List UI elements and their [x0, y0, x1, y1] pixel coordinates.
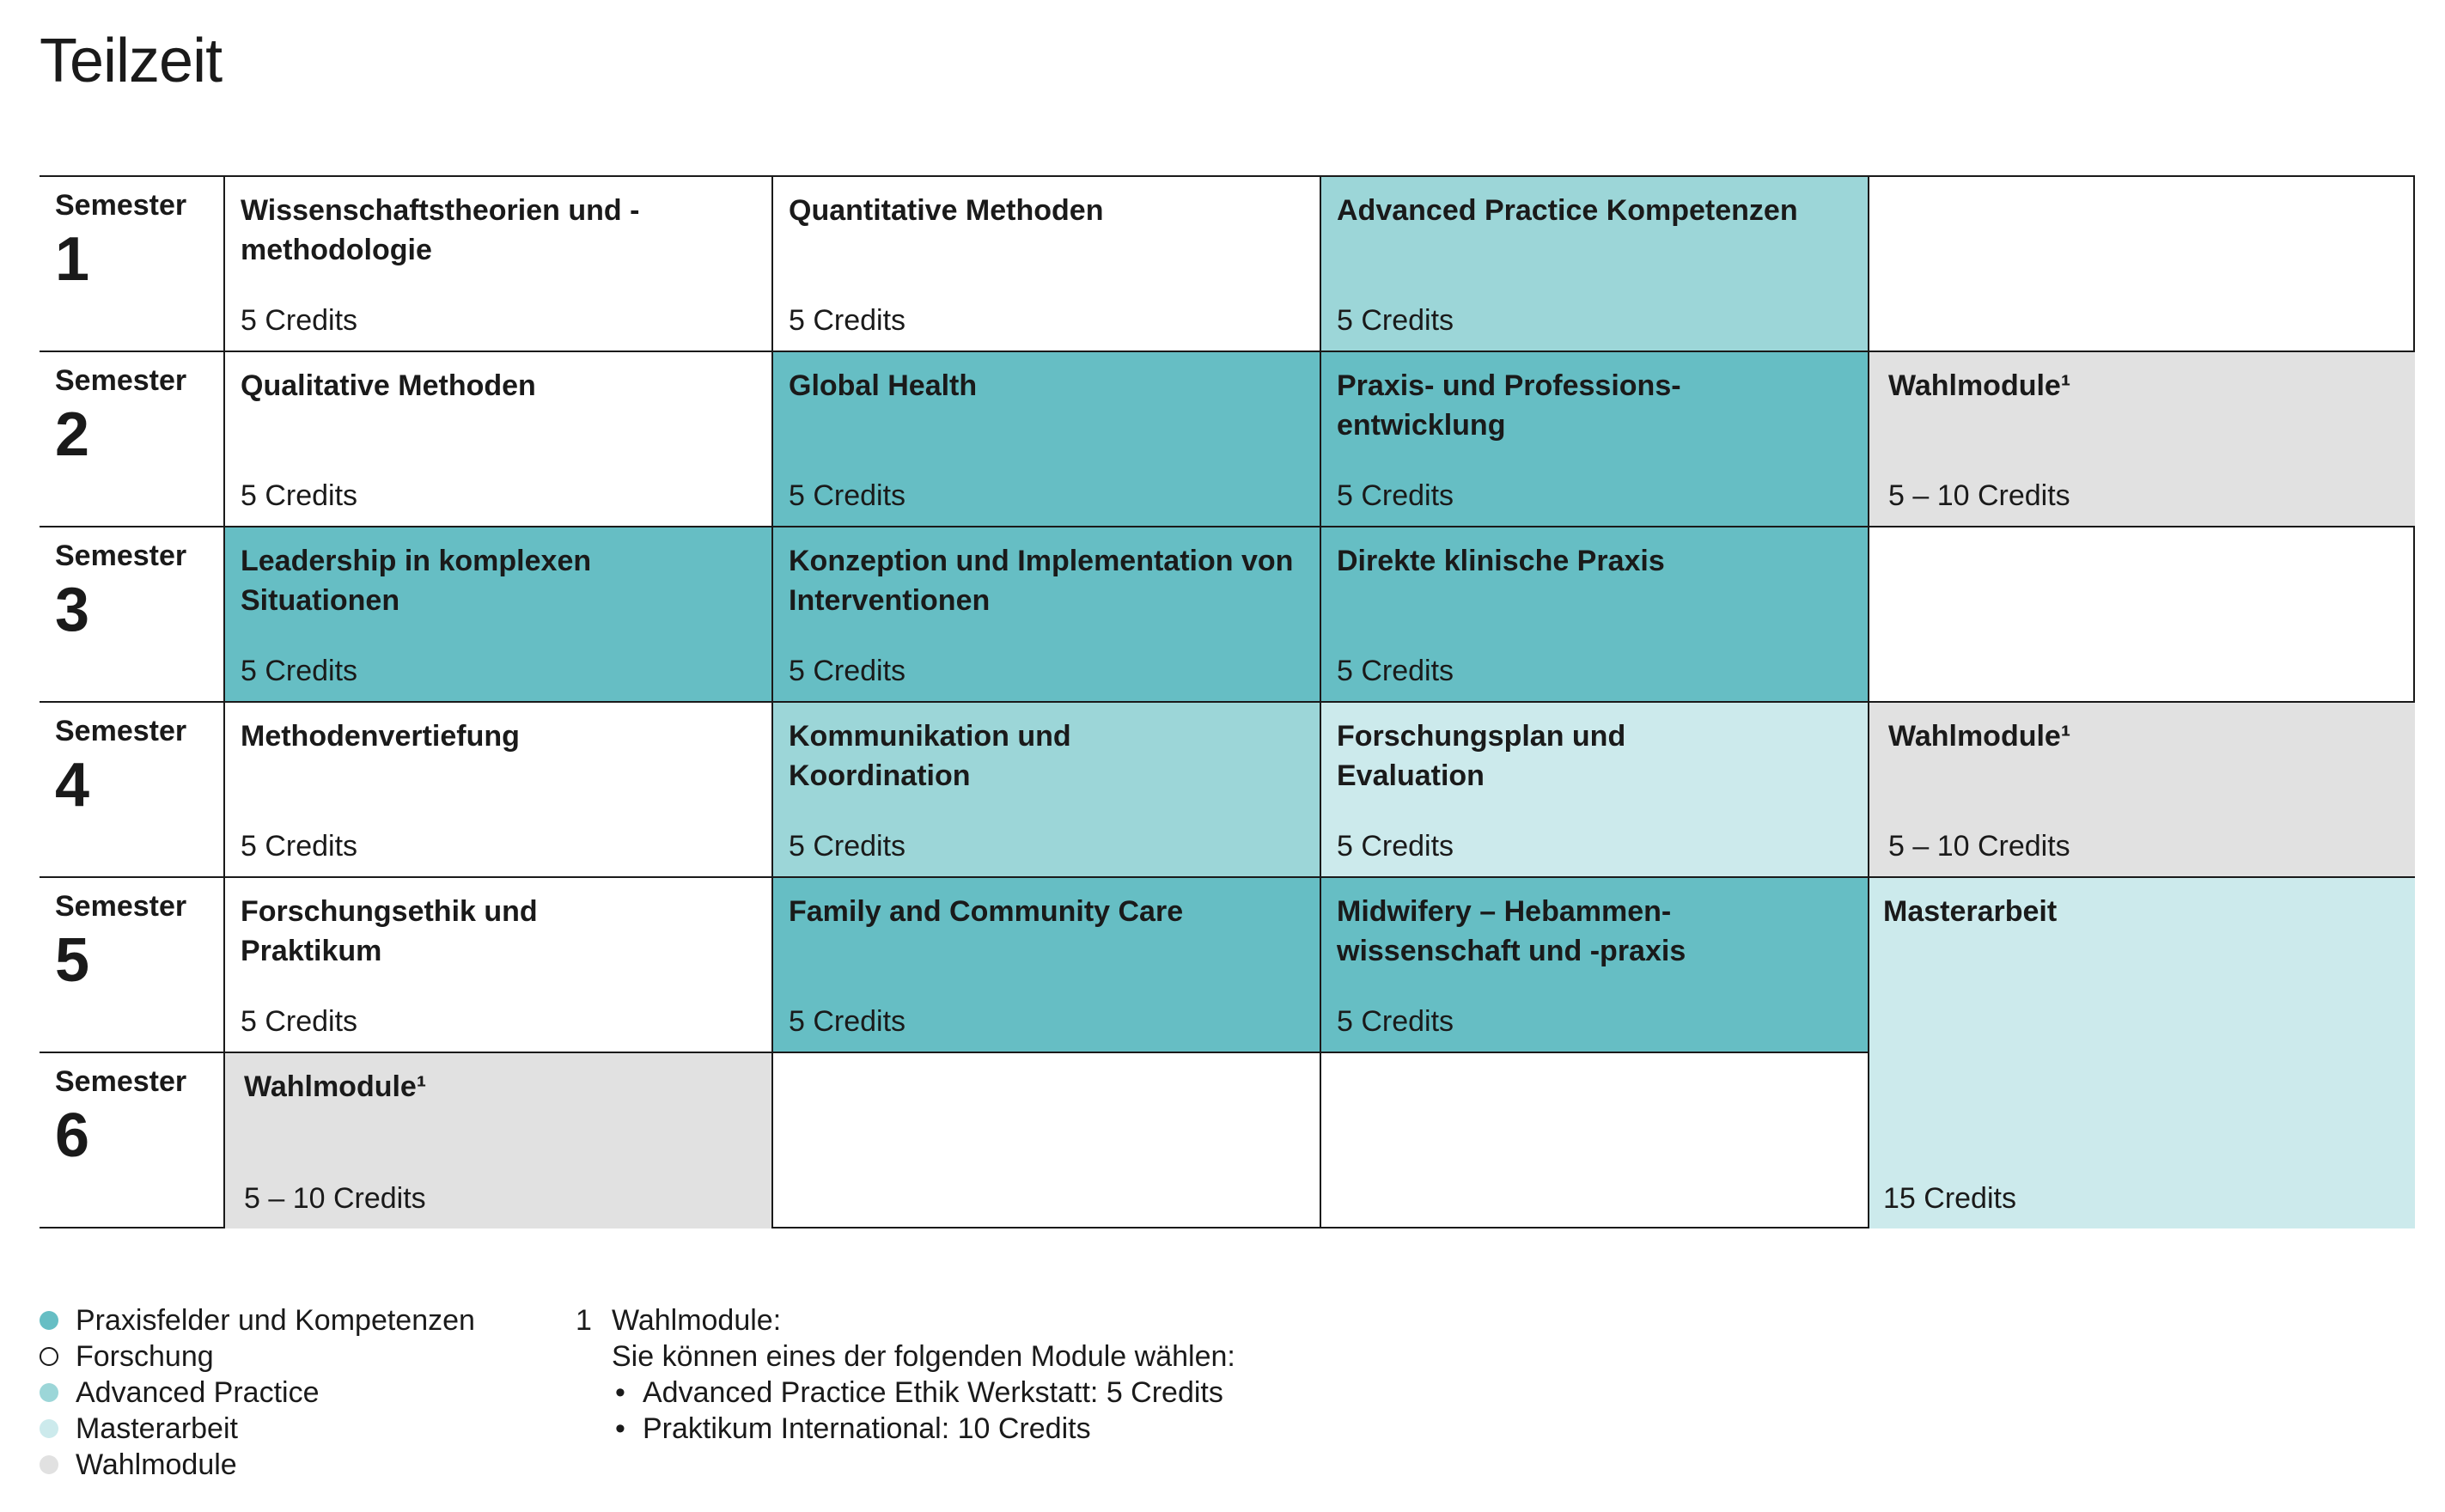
- legend-dot-icon: [40, 1383, 58, 1402]
- module-credits: 5 Credits: [1337, 830, 1454, 863]
- legend-dot-icon: [40, 1419, 58, 1438]
- module-title: Konzeption und Implementation von Interventionen: [789, 545, 1294, 617]
- module-title: Masterarbeit: [1883, 895, 2058, 928]
- module-title: Forschungsplan und Evaluation: [1337, 720, 1626, 792]
- semester-label: Semester: [55, 1065, 187, 1098]
- module-praxis-professionsentwicklung: [1320, 352, 1868, 527]
- module-title: Qualitative Methoden: [241, 369, 536, 402]
- footnote-number: 1: [576, 1304, 592, 1337]
- module-credits: 5 Credits: [1337, 479, 1454, 512]
- semester-6-header: [40, 1053, 223, 1228]
- semester-1-header: [40, 177, 223, 352]
- module-title: Global Health: [789, 369, 978, 402]
- semester-label: Semester: [55, 890, 187, 923]
- empty-cell: [1868, 177, 2415, 352]
- module-credits: 5 Credits: [789, 304, 906, 337]
- legend: [40, 1302, 475, 1483]
- module-credits: 5 Credits: [241, 1005, 358, 1038]
- module-credits: 5 Credits: [241, 479, 358, 512]
- module-wahlmodule: [223, 1053, 771, 1228]
- semester-label: Semester: [55, 540, 187, 572]
- legend-item-praxisfelder: [40, 1302, 475, 1338]
- module-title: Forschungsethik und Praktikum: [241, 895, 538, 967]
- module-credits: 5 Credits: [789, 1005, 906, 1038]
- module-credits: 5 – 10 Credits: [1888, 479, 2070, 512]
- legend-label: Advanced Practice: [76, 1376, 320, 1409]
- legend-label: Masterarbeit: [76, 1412, 238, 1445]
- module-title: Wissenschaftstheorien und -methodologie: [241, 194, 640, 266]
- module-family-community-care: [771, 878, 1320, 1053]
- module-title: Wahlmodule¹: [1888, 369, 2071, 402]
- module-credits: 15 Credits: [1883, 1182, 2016, 1215]
- legend-dot-icon: [40, 1311, 58, 1330]
- module-global-health: [771, 352, 1320, 527]
- module-midwifery: [1320, 878, 1868, 1053]
- legend-label: Forschung: [76, 1340, 214, 1373]
- empty-cell: [1320, 1053, 1868, 1228]
- module-direkte-klinische-praxis: [1320, 527, 1868, 703]
- legend-dot-icon: [40, 1347, 58, 1366]
- module-credits: 5 Credits: [241, 830, 358, 863]
- module-kommunikation-koordination: [771, 703, 1320, 878]
- semester-number: 4: [55, 751, 90, 820]
- module-credits: 5 – 10 Credits: [1888, 830, 2070, 863]
- footnote: [576, 1302, 1235, 1447]
- module-konzeption-implementation: [771, 527, 1320, 703]
- semester-number: 6: [55, 1101, 90, 1170]
- module-quantitative-methoden: [771, 177, 1320, 352]
- legend-dot-icon: [40, 1455, 58, 1474]
- module-credits: 5 Credits: [1337, 655, 1454, 687]
- footnote-title: Wahlmodule:: [612, 1304, 782, 1337]
- module-credits: 5 Credits: [789, 830, 906, 863]
- module-title: Wahlmodule¹: [244, 1070, 427, 1103]
- empty-cell: [771, 1053, 1320, 1228]
- semester-2-header: [40, 352, 223, 527]
- module-title: Family and Community Care: [789, 895, 1184, 928]
- legend-item-wahlmodule: [40, 1447, 475, 1483]
- module-credits: 5 Credits: [789, 479, 906, 512]
- module-title: Leadership in komplexen Situationen: [241, 545, 592, 617]
- module-forschungsethik-praktikum: [223, 878, 771, 1053]
- empty-cell: [1868, 527, 2415, 703]
- semester-label: Semester: [55, 715, 187, 747]
- page-title: Teilzeit: [40, 27, 223, 95]
- module-credits: 5 – 10 Credits: [244, 1182, 426, 1215]
- module-wahlmodule: [1868, 352, 2415, 527]
- legend-label: Wahlmodule: [76, 1448, 237, 1481]
- module-forschungsplan-evaluation: [1320, 703, 1868, 878]
- legend-item-forschung: [40, 1338, 475, 1375]
- module-credits: 5 Credits: [241, 304, 358, 337]
- semester-3-header: [40, 527, 223, 703]
- module-title: Praxis- und Professions-entwicklung: [1337, 369, 1681, 442]
- legend-item-masterarbeit: [40, 1411, 475, 1447]
- module-methodenvertiefung: [223, 703, 771, 878]
- module-masterarbeit: [1868, 878, 2415, 1228]
- module-credits: 5 Credits: [1337, 1005, 1454, 1038]
- module-credits: 5 Credits: [241, 655, 358, 687]
- semester-number: 1: [55, 225, 90, 294]
- module-wissenschaftstheorien: [223, 177, 771, 352]
- module-credits: 5 Credits: [1337, 304, 1454, 337]
- footnote-text: Sie können eines der folgenden Module wählen:: [612, 1340, 1235, 1373]
- legend-label: Praxisfelder und Kompetenzen: [76, 1304, 475, 1337]
- module-title: Kommunikation und Koordination: [789, 720, 1071, 792]
- module-title: Quantitative Methoden: [789, 194, 1104, 227]
- semester-4-header: [40, 703, 223, 878]
- semester-5-header: [40, 878, 223, 1053]
- list-item: • Praktikum International: 10 Credits: [612, 1411, 1235, 1447]
- curriculum-table: [40, 175, 2415, 1228]
- list-item: • Advanced Practice Ethik Werkstatt: 5 Credits: [612, 1375, 1235, 1411]
- semester-label: Semester: [55, 189, 187, 222]
- module-credits: 5 Credits: [789, 655, 906, 687]
- module-wahlmodule: [1868, 703, 2415, 878]
- module-title: Direkte klinische Praxis: [1337, 545, 1665, 577]
- semester-number: 3: [55, 576, 90, 644]
- semester-label: Semester: [55, 364, 187, 397]
- module-title: Advanced Practice Kompetenzen: [1337, 194, 1798, 227]
- module-title: Wahlmodule¹: [1888, 720, 2071, 753]
- module-leadership: [223, 527, 771, 703]
- module-title: Midwifery – Hebammen-wissenschaft und -praxis: [1337, 895, 1686, 967]
- footnote-list: [612, 1375, 1235, 1447]
- module-advanced-practice-kompetenzen: [1320, 177, 1868, 352]
- semester-number: 5: [55, 926, 90, 995]
- semester-number: 2: [55, 400, 90, 469]
- legend-item-advanced-practice: [40, 1375, 475, 1411]
- module-qualitative-methoden: [223, 352, 771, 527]
- module-title: Methodenvertiefung: [241, 720, 520, 753]
